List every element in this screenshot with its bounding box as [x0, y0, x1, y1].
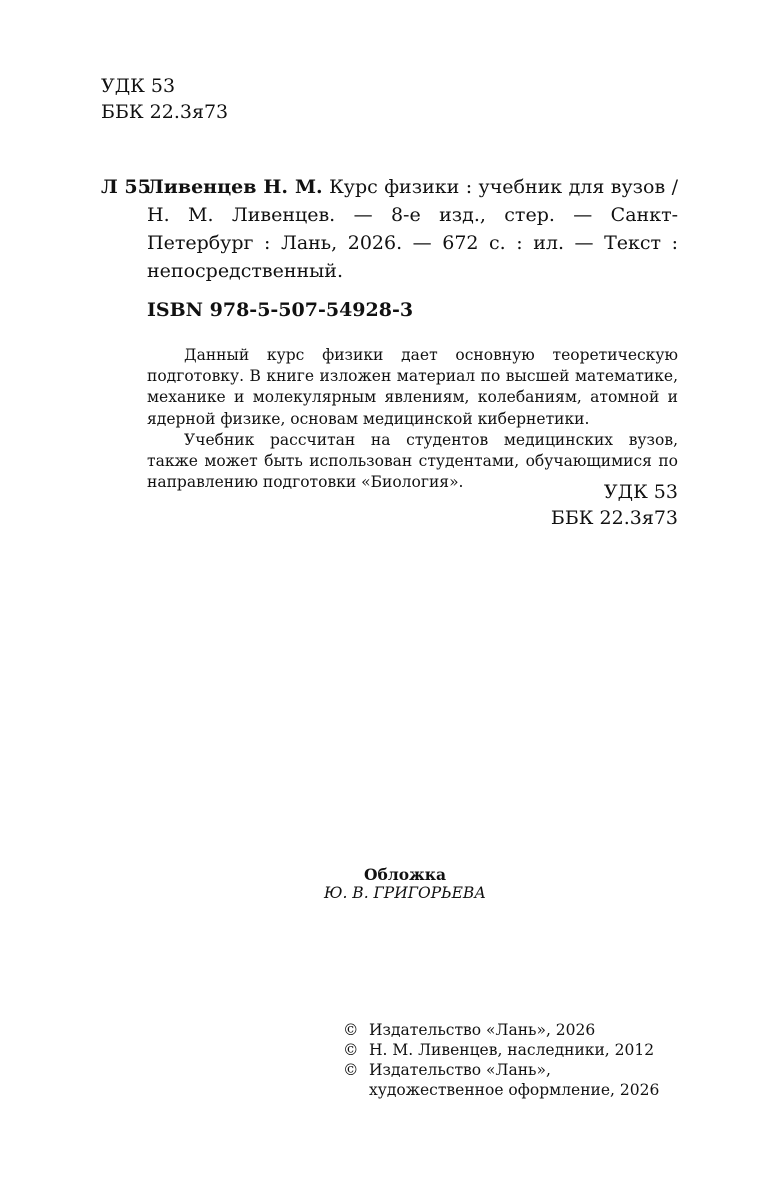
copyright-text: художественное оформление, 2026 — [369, 1081, 660, 1099]
cover-designer: Ю. В. ГРИГОРЬЕВА — [323, 884, 487, 902]
cover-label: Обложка — [364, 865, 446, 884]
copyright-line — [343, 1040, 659, 1060]
copyright-line-continuation — [343, 1080, 659, 1100]
bibliographic-author: Ливенцев Н. М. — [147, 176, 323, 198]
bibliographic-description: Курс физики : учебник для вузов / Н. М. Ливенцев. — 8-е изд., стер. — Санкт-Петербург : Лань, 2026. — 672 с. : ил. — Текст : непосредственный. — [147, 176, 678, 282]
isbn: ISBN 978-5-507-54928-3 — [147, 299, 414, 321]
copyright-text: Н. М. Ливенцев, наследники, 2012 — [369, 1041, 655, 1059]
copyright-block — [343, 1020, 659, 1100]
classification-codes-right — [551, 479, 678, 531]
author-mark: Л 55 — [101, 176, 151, 198]
bbk-code: ББК 22.3я73 — [101, 101, 229, 123]
classification-codes-top — [101, 73, 228, 125]
annotation-paragraph-2: Учебник рассчитан на студентов медицинских вузов, также может быть использован студентами, обучающимися по направлению подготовки «Биология». — [147, 430, 678, 492]
copyright-text: Издательство «Лань», — [369, 1061, 551, 1079]
copyright-line — [343, 1060, 659, 1080]
udk-code: УДК 53 — [101, 75, 176, 97]
copyright-symbol: © — [343, 1041, 359, 1059]
bibliographic-record — [147, 173, 678, 285]
copyright-text: Издательство «Лань», 2026 — [369, 1021, 596, 1039]
annotation — [147, 345, 678, 493]
cover-credit — [280, 865, 530, 903]
bbk-code-right: ББК 22.3я73 — [550, 507, 678, 529]
copyright-indent — [343, 1080, 369, 1100]
copyright-line — [343, 1020, 659, 1040]
udk-code-right: УДК 53 — [603, 481, 678, 503]
copyright-symbol: © — [343, 1061, 359, 1079]
annotation-paragraph-1: Данный курс физики дает основную теоретическую подготовку. В книге изложен материал по высшей математике, механике и молекулярным явлениям, колебаниям, атомной и ядерной физике, основам медицинской кибернетики. — [147, 346, 678, 428]
copyright-symbol: © — [343, 1021, 359, 1039]
